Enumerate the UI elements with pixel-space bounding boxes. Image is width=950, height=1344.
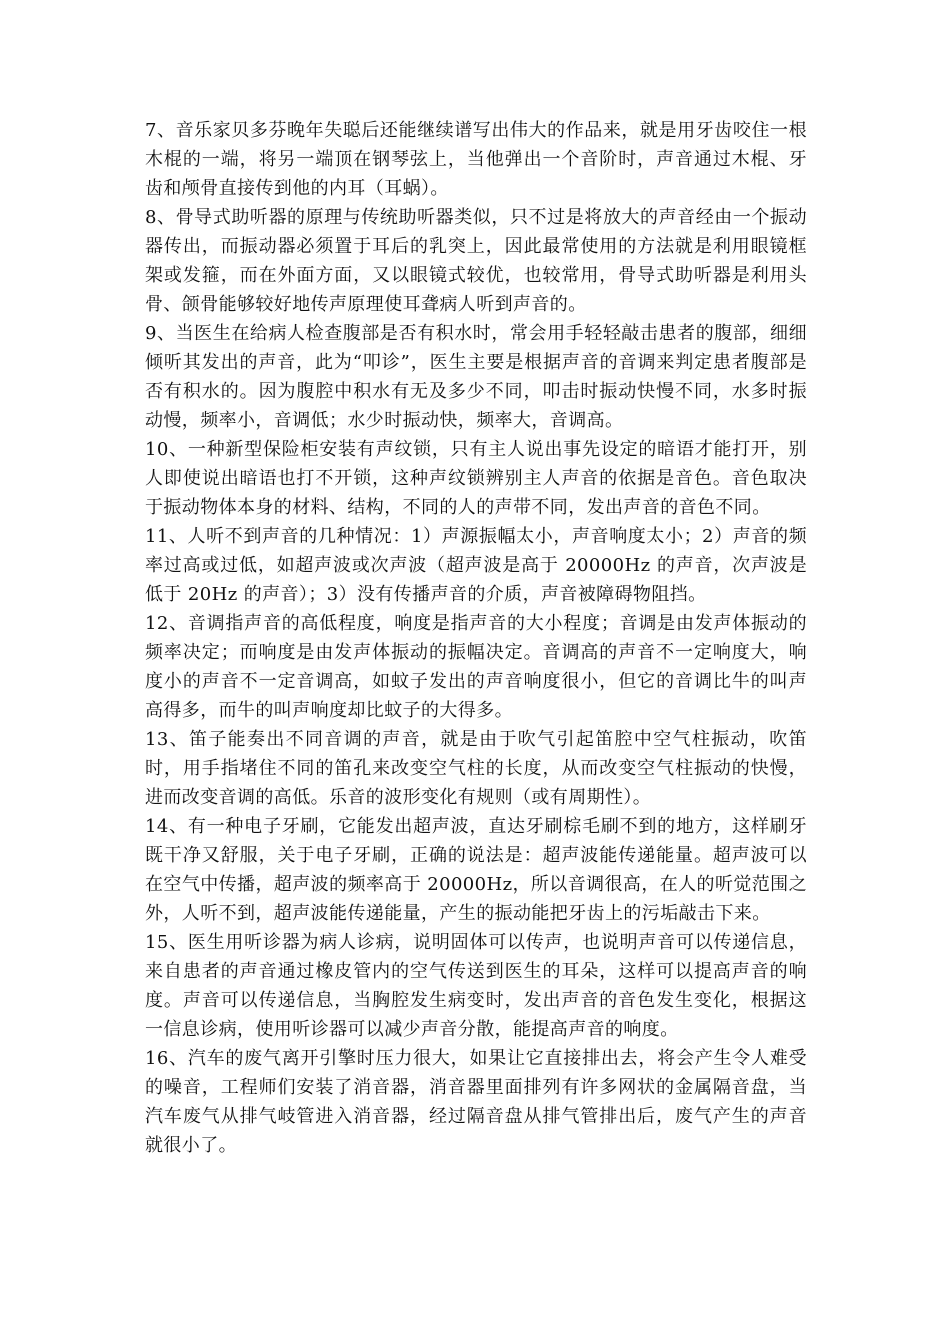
paragraph-item-10: 10、一种新型保险柜安装有声纹锁，只有主人说出事先设定的暗语才能打开，别人即使说出暗语也打不开锁，这种声纹锁辨别主人声音的依据是音色。音色取决于振动物体本身的材料、结构，不同的人的声带不同，发出声音的音色不同。 [145, 439, 807, 518]
paragraph-item-7: 7、音乐家贝多芬晚年失聪后还能继续谱写出伟大的作品来，就是用牙齿咬住一根木棍的一端，将另一端顶在钢琴弦上，当他弹出一个音阶时，声音通过木棍、牙齿和颅骨直接传到他的内耳（耳蜗）。 [145, 120, 807, 199]
document-body [145, 116, 807, 1160]
paragraph-item-12: 12、音调指声音的高低程度，响度是指声音的大小程度；音调是由发声体振动的频率决定；而响度是由发声体振动的振幅决定。音调高的声音不一定响度大，响度小的声音不一定音调高，如蚊子发出的声音响度很小，但它的音调比牛的叫声高得多，而牛的叫声响度却比蚊子的大得多。 [145, 613, 807, 721]
paragraph-item-15: 15、医生用听诊器为病人诊病，说明固体可以传声，也说明声音可以传递信息，来自患者的声音通过橡皮管内的空气传送到医生的耳朵，这样可以提高声音的响度。声音可以传递信息，当胸腔发生病变时，发出声音的音色发生变化，根据这一信息诊病，使用听诊器可以减少声音分散，能提高声音的响度。 [145, 932, 807, 1040]
paragraph-item-13: 13、笛子能奏出不同音调的声音，就是由于吹气引起笛腔中空气柱振动，吹笛时，用手指堵住不同的笛孔来改变空气柱的长度，从而改变空气柱振动的快慢，进而改变音调的高低。乐音的波形变化有规则（或有周期性）。 [145, 729, 807, 808]
paragraph-item-14: 14、有一种电子牙刷，它能发出超声波，直达牙刷棕毛刷不到的地方，这样刷牙既干净又舒服，关于电子牙刷，正确的说法是：超声波能传递能量。超声波可以在空气中传播，超声波的频率高于 20000Hz，所以音调很高，在人的听觉范围之外，人听不到，超声波能传递能量，产生的振动能把牙齿上的污垢敲击下来。 [145, 816, 807, 924]
paragraph-item-16: 16、汽车的废气离开引擎时压力很大，如果让它直接排出去，将会产生令人难受的噪音，工程师们安装了消音器，消音器里面排列有许多网状的金属隔音盘，当汽车废气从排气岐管进入消音器，经过隔音盘从排气管排出后，废气产生的声音就很小了。 [145, 1048, 807, 1156]
paragraph-item-11: 11、人听不到声音的几种情况：1）声源振幅太小，声音响度太小；2）声音的频率过高或过低，如超声波或次声波（超声波是高于 20000Hz 的声音，次声波是低于 20Hz 的声音）；3）没有传播声音的介质，声音被障碍物阻挡。 [145, 526, 807, 605]
paragraph-item-9: 9、当医生在给病人检查腹部是否有积水时，常会用手轻轻敲击患者的腹部，细细倾听其发出的声音，此为“叩诊”，医生主要是根据声音的音调来判定患者腹部是否有积水的。因为腹腔中积水有无及多少不同，叩击时振动快慢不同，水多时振动慢，频率小，音调低；水少时振动快，频率大，音调高。 [145, 323, 807, 431]
paragraph-item-8: 8、骨导式助听器的原理与传统助听器类似，只不过是将放大的声音经由一个振动器传出，而振动器必须置于耳后的乳突上，因此最常使用的方法就是利用眼镜框架或发箍，而在外面方面，又以眼镜式较优，也较常用，骨导式助听器是利用头骨、颌骨能够较好地传声原理使耳聋病人听到声音的。 [145, 207, 807, 315]
